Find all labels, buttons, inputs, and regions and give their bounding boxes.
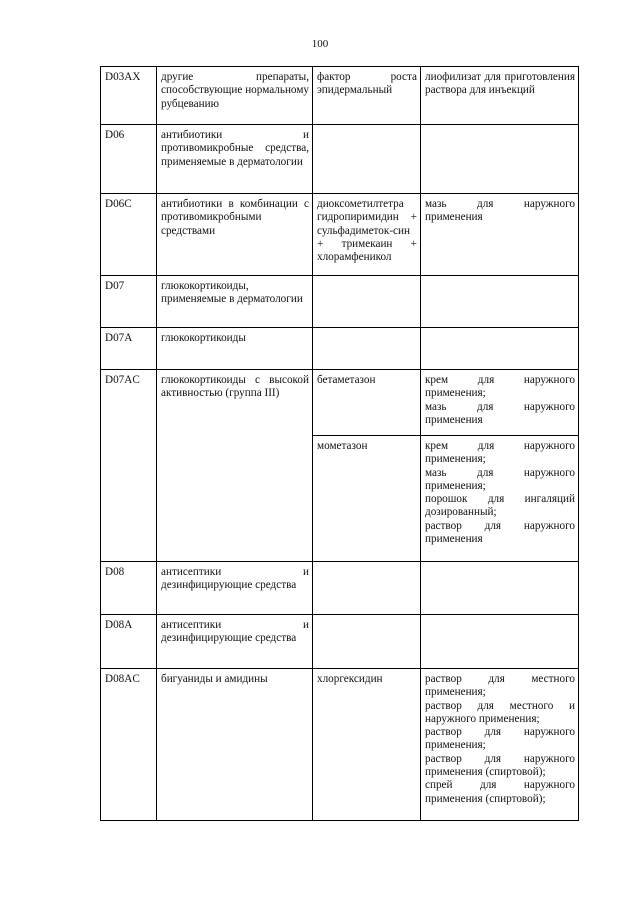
dosage-form-cell — [421, 562, 579, 615]
dosage-form-line: раствор для наружного применения (спиртовой); — [425, 752, 575, 779]
drug-name-cell — [313, 615, 421, 669]
atc-code-cell: D06C — [101, 194, 157, 276]
drug-name-cell: хлоргексидин — [313, 669, 421, 821]
dosage-form-cell — [421, 370, 579, 436]
group-name-cell: бигуаниды и амидины — [157, 669, 313, 821]
dosage-form-line: раствор для наружного применения — [425, 519, 575, 546]
table-row — [101, 370, 579, 436]
atc-code-cell: D08 — [101, 562, 157, 615]
dosage-form-cell — [421, 67, 579, 125]
dosage-form-cell — [421, 194, 579, 276]
group-name-cell: антибиотики и противомикробные средства, применяемые в дерматологии — [157, 125, 313, 194]
dosage-form-line: мазь для наружного применения; — [425, 466, 575, 492]
table-row — [101, 328, 579, 370]
dosage-form-cell — [421, 125, 579, 194]
group-name-cell: антибиотики в комбинации с противомикробными средствами — [157, 194, 313, 276]
dosage-form-line: мазь для наружного применения — [425, 400, 575, 426]
drug-name-cell: диоксометилтетра гидропиримидин + сульфадиметок-син + тримекаин + хлорамфеникол — [313, 194, 421, 276]
atc-code-cell: D08AC — [101, 669, 157, 821]
table-row — [101, 615, 579, 669]
drug-name-cell — [313, 276, 421, 328]
dosage-form-cell — [421, 615, 579, 669]
atc-code-cell: D08A — [101, 615, 157, 669]
dosage-form-line: раствор для местного применения; — [425, 673, 575, 699]
atc-code-cell: D07AC — [101, 370, 157, 562]
dosage-form-cell — [421, 669, 579, 821]
table-row — [101, 669, 579, 821]
drug-name-cell: бетаметазон — [313, 370, 421, 436]
drug-name-cell: мометазон — [313, 436, 421, 562]
drug-name-cell: фактор роста эпидермальный — [313, 67, 421, 125]
table-row — [101, 67, 579, 125]
table-row — [101, 125, 579, 194]
drug-classification-table — [100, 66, 579, 821]
group-name-cell: глюкокортикоиды, применяемые в дерматологии — [157, 276, 313, 328]
drug-name-cell — [313, 125, 421, 194]
dosage-form-cell — [421, 328, 579, 370]
table-row — [101, 194, 579, 276]
dosage-form-line: порошок для ингаляций дозированный; — [425, 493, 575, 519]
dosage-form-line: раствор для местного и наружного применения; — [425, 699, 575, 725]
atc-code-cell: D06 — [101, 125, 157, 194]
atc-code-cell: D03AX — [101, 67, 157, 125]
table-row — [101, 276, 579, 328]
page-number: 100 — [311, 38, 329, 50]
group-name-cell: глюкокортикоиды — [157, 328, 313, 370]
dosage-form-cell — [421, 436, 579, 562]
dosage-form-line: лиофилизат для приготовления раствора для инъекций — [425, 71, 575, 97]
group-name-cell: антисептики и дезинфицирующие средства — [157, 562, 313, 615]
dosage-form-cell — [421, 276, 579, 328]
drug-name-cell — [313, 562, 421, 615]
group-name-cell: глюкокортикоиды с высокой активностью (группа III) — [157, 370, 313, 562]
group-name-cell: другие препараты, способствующие нормальному рубцеванию — [157, 67, 313, 125]
dosage-form-line: мазь для наружного применения — [425, 198, 575, 224]
atc-code-cell: D07 — [101, 276, 157, 328]
atc-code-cell: D07A — [101, 328, 157, 370]
drug-name-cell — [313, 328, 421, 370]
group-name-cell: антисептики и дезинфицирующие средства — [157, 615, 313, 669]
table-row — [101, 562, 579, 615]
dosage-form-line: крем для наружного применения; — [425, 374, 575, 400]
dosage-form-line: крем для наружного применения; — [425, 440, 575, 466]
dosage-form-line: раствор для наружного применения; — [425, 726, 575, 752]
dosage-form-line: спрей для наружного применения (спиртовой); — [425, 779, 575, 805]
